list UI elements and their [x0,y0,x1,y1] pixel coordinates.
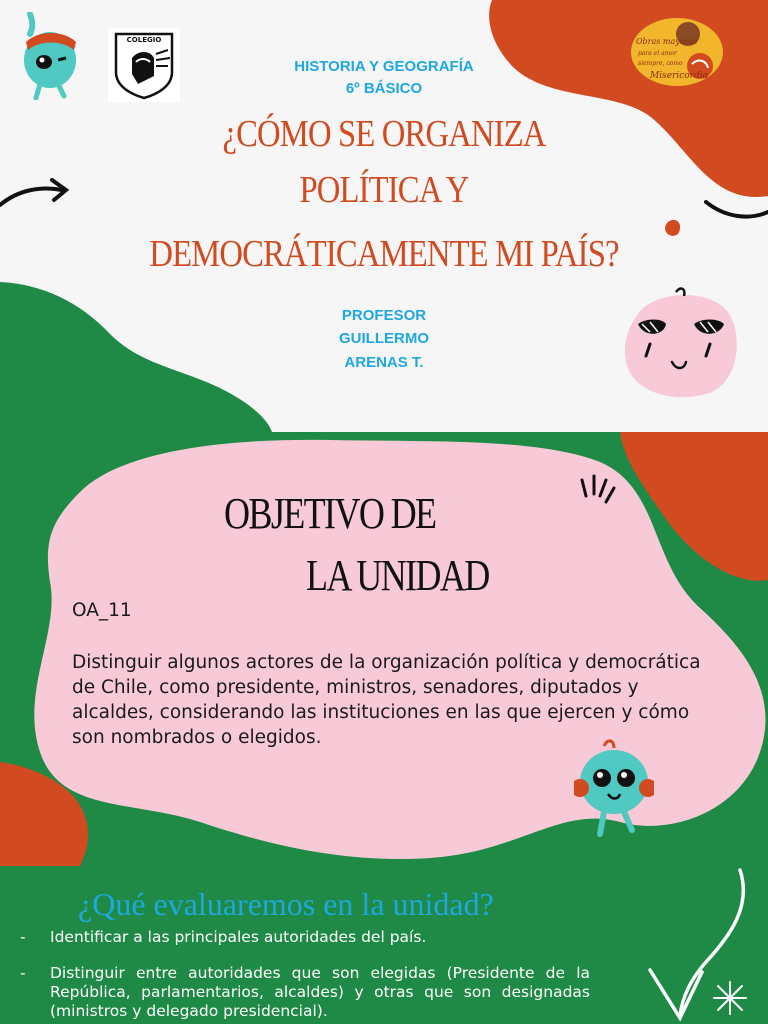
title-line-2: POLÍTICA Y [299,169,469,211]
teacher-last-name: ARENAS T. [344,354,424,371]
teacher-first-name: GUILLERMO [339,330,429,347]
objective-description: Distinguir algunos actores de la organización política y democrática de Chile, como presidente, ministros, senadores, diputados y alcaldes, considerando las instituciones en las que ejercen y cómo son nombrados o elegidos. [72,652,701,748]
course-subject: HISTORIA Y GEOGRAFÍA [294,58,474,75]
objective-title-line-1: OBJETIVO DE [224,489,436,538]
svg-text:para el amor: para el amor [638,50,677,57]
evaluation-bullet-2-text: Distinguir entre autoridades que son elegidas (Presidente de la República, parlamentarios, alcaldes) y otras que son designadas (ministros y delegado presidencial). [50,964,590,1020]
svg-text:Obras mayores: Obras mayores [636,37,698,46]
svg-text:siempre, como: siempre, como [638,60,683,67]
teacher-label: PROFESOR [341,307,427,324]
course-grade: 6º BÁSICO [345,80,423,97]
evaluation-bullet-2 [20,964,590,1021]
objective-code: OA_11 [72,600,132,621]
bullet-dash: - [20,964,26,982]
svg-text:Misericordia: Misericordia [650,71,708,81]
title-line-3: DEMOCRÁTICAMENTE MI PAÍS? [149,233,619,275]
title-line-1: ¿CÓMO SE ORGANIZA [222,113,546,155]
objective-slide [0,432,768,866]
school-logo-text: COLEGIO [126,36,162,44]
evaluation-bullet-1 [20,928,590,947]
evaluation-bullet-1-text: Identificar a las principales autoridades del país. [50,928,427,946]
objective-title-line-2: LA UNIDAD [306,551,489,600]
evaluation-slide [0,866,768,1024]
waving-mascot-illustration [574,738,654,844]
evaluation-title: ¿Qué evaluaremos en la unidad? [78,886,494,922]
cover-slide [0,0,768,432]
pink-character-illustration [620,284,744,402]
bullet-dash: - [20,928,26,946]
